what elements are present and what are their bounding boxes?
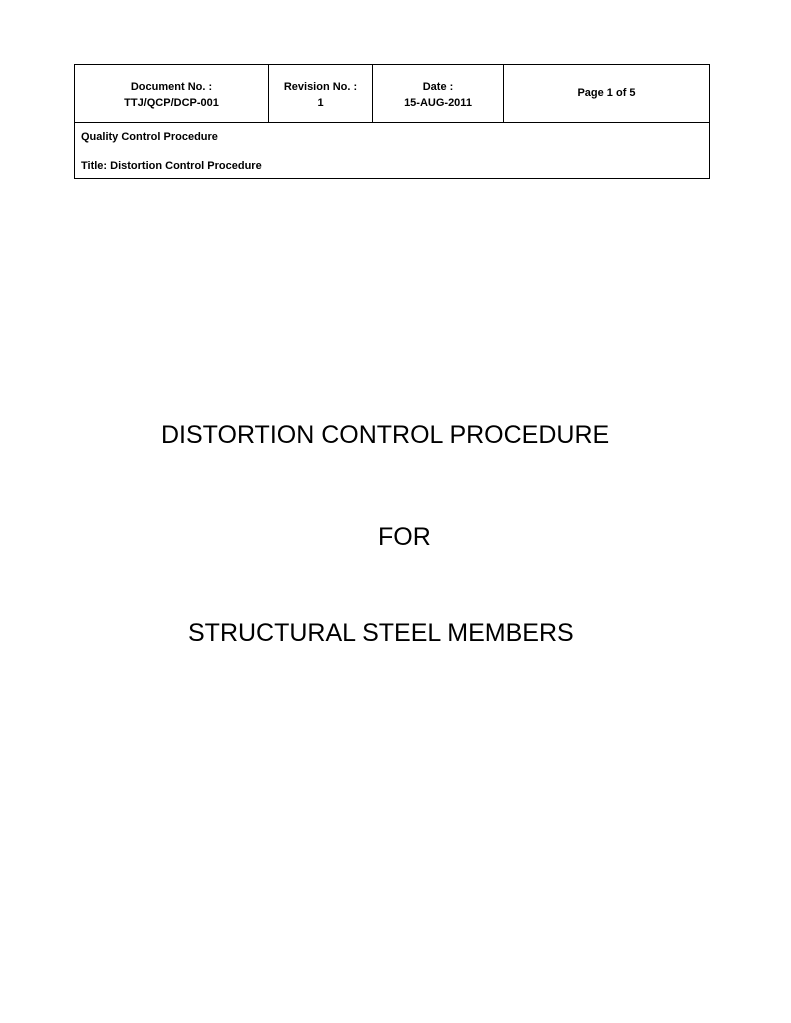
page-info: Page 1 of 5 xyxy=(577,87,636,99)
revision-no-label: Revision No. : xyxy=(283,81,358,93)
revision-no-cell xyxy=(269,65,373,122)
document-title: Title: Distortion Control Procedure xyxy=(81,160,262,172)
header-top-row xyxy=(75,65,709,123)
cover-title-line-3: STRUCTURAL STEEL MEMBERS xyxy=(188,619,574,647)
date-value: 15-AUG-2011 xyxy=(404,97,472,109)
procedure-type: Quality Control Procedure xyxy=(81,131,218,143)
document-no-cell xyxy=(75,65,269,122)
cover-title-line-2: FOR xyxy=(378,523,431,551)
revision-no-value: 1 xyxy=(317,97,324,109)
document-header-table xyxy=(74,64,710,179)
document-no-value: TTJ/QCP/DCP-001 xyxy=(124,97,219,109)
document-no-label: Document No. : xyxy=(130,81,213,93)
cover-title-line-1: DISTORTION CONTROL PROCEDURE xyxy=(161,421,610,449)
page-info-cell xyxy=(504,65,709,122)
date-cell xyxy=(373,65,504,122)
date-label: Date : xyxy=(422,81,454,93)
